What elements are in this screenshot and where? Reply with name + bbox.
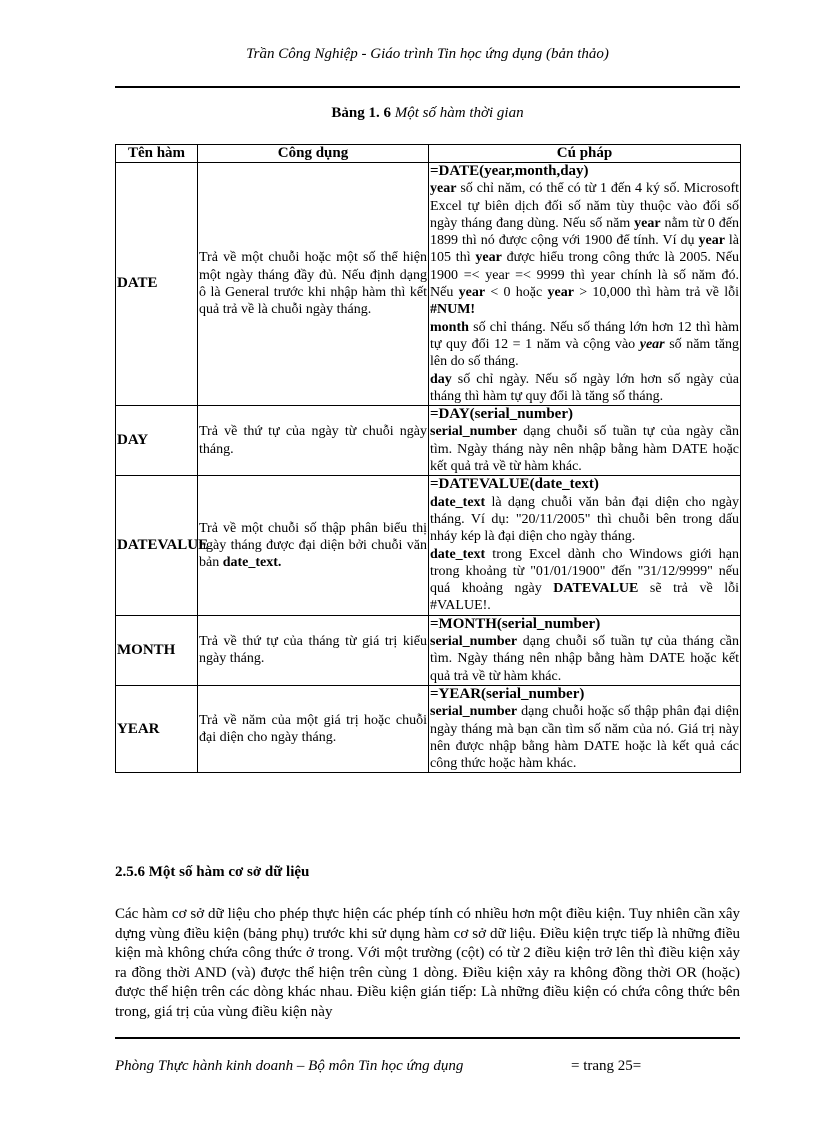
header-syntax: Cú pháp bbox=[429, 145, 741, 163]
body-paragraph: Các hàm cơ sở dữ liệu cho phép thực hiện các phép tính có nhiều hơn một điều kiện. Tuy nhiên cần xây dựng vùng điều kiện (bảng phụ) trước khi sử dụng hàm cơ sở dữ liệu. Điều kiện trực tiếp là những điều kiện mà không chứa công thức ở trong. Với một trường (cột) có từ 2 điều kiện trở lên thì điều kiện xảy ra đồng thời AND (và) được thể hiện trên cùng 1 dòng. Điều kiện xảy ra không đồng thời OR (hoặc) được thể hiện trên các dòng khác nhau. Điều kiện gián tiếp: Là những điều kiện có chứa công thức bên trong, giá trị của vùng điều kiện này bbox=[115, 906, 740, 1020]
page-header: Trần Công Nghiệp - Giáo trình Tin học ứng dụng (bản thảo) bbox=[246, 46, 609, 62]
footer-department: Phòng Thực hành kinh doanh – Bộ môn Tin học ứng dụng bbox=[115, 1058, 464, 1074]
syntax-detail: date_text trong Excel dành cho Windows giới hạn trong khoảng từ "01/01/1900" đến "31/12/9999" nếu quá khoảng ngày DATEVALUE sẽ trả về lỗi #VALUE!. bbox=[430, 546, 739, 614]
syntax-detail-year: year số chỉ năm, có thể có từ 1 đến 4 ký số. Microsoft Excel tự biên dịch đối số năm tùy thuộc vào đối số ngày tháng đang dùng. Nếu số năm year nằm từ 0 đến 1899 thì nó được cộng với 1900 để tính. Ví dụ year là 105 thì year được hiểu trong công thức là 2005. Nếu 1900 =< year =< 9999 thì year chính là số năm đó. Nếu year < 0 hoặc year > 10,000 thì hàm trả về lỗi #NUM! bbox=[430, 181, 740, 318]
syntax-line: =DAY(serial_number) bbox=[430, 406, 573, 423]
function-name: MONTH bbox=[116, 615, 198, 685]
function-usage: Trả về một chuỗi số thập phân biểu thị ngày tháng được đại diện bởi chuỗi văn bản date_text. bbox=[198, 476, 429, 615]
syntax-line: =YEAR(serial_number) bbox=[430, 685, 585, 702]
syntax-detail: serial_number dạng chuỗi hoặc số thập phân đại diện ngày tháng mà bạn cần tìm số năm của nó. Giá trị này nên được nhập bằng hàm DATE hoặc là kết quả các công thức hoặc hàm khác. bbox=[430, 704, 739, 772]
function-syntax bbox=[429, 685, 741, 772]
caption-number: Bảng 1. 6 bbox=[331, 105, 391, 121]
function-syntax bbox=[429, 163, 741, 406]
header-function-name: Tên hàm bbox=[116, 145, 198, 163]
function-syntax bbox=[429, 406, 741, 476]
syntax-line: =MONTH(serial_number) bbox=[430, 615, 601, 632]
function-name: DAY bbox=[116, 406, 198, 476]
function-name: YEAR bbox=[116, 685, 198, 772]
table-header-row bbox=[116, 145, 741, 163]
table-row bbox=[116, 685, 741, 772]
table-row bbox=[116, 615, 741, 685]
function-name: DATE bbox=[116, 163, 198, 406]
syntax-detail: serial_number dạng chuỗi số tuần tự của ngày cần tìm. Ngày tháng này nên nhập bằng hàm DATE hoặc kết quả trả về từ hàm khác. bbox=[430, 424, 739, 475]
syntax-detail-day: day số chỉ ngày. Nếu số ngày lớn hơn số ngày của tháng thì hàm tự quy đổi là tăng số tháng. bbox=[430, 371, 739, 404]
function-usage: Trả về thứ tự của ngày từ chuỗi ngày tháng. bbox=[198, 406, 429, 476]
table-row bbox=[116, 476, 741, 615]
page-footer bbox=[115, 1058, 740, 1075]
syntax-detail: date_text là dạng chuỗi văn bản đại diện cho ngày tháng. Ví dụ: "20/11/2005" thì chuỗi bên trong dấu nháy kép là đại diện cho ngày tháng. bbox=[430, 494, 739, 545]
function-name: DATEVALUE bbox=[116, 476, 198, 615]
function-usage: Trả về một chuỗi hoặc một số thể hiện một ngày tháng đầy đủ. Nếu định dạng ô là General trước khi nhập hàm thì kết quả trả về là chuỗi ngày tháng. bbox=[198, 163, 429, 406]
footer-rule bbox=[115, 1037, 740, 1039]
table-caption bbox=[115, 105, 740, 122]
syntax-detail: serial_number dạng chuỗi số tuần tự của tháng cần tìm. Ngày tháng nên nhập bằng hàm DATE hoặc kết quả trả về từ hàm khác. bbox=[430, 634, 739, 684]
date-functions-table bbox=[115, 144, 741, 773]
page-number: = trang 25= bbox=[571, 1058, 642, 1074]
table-row bbox=[116, 406, 741, 476]
section-heading: 2.5.6 Một số hàm cơ sở dữ liệu bbox=[115, 864, 310, 880]
syntax-line: =DATE(year,month,day) bbox=[430, 163, 589, 179]
function-syntax bbox=[429, 476, 741, 615]
function-syntax bbox=[429, 615, 741, 685]
header-usage: Công dụng bbox=[198, 145, 429, 163]
caption-text: Một số hàm thời gian bbox=[394, 105, 524, 121]
function-usage: Trả về năm của một giá trị hoặc chuỗi đại diện cho ngày tháng. bbox=[198, 685, 429, 772]
syntax-line: =DATEVALUE(date_text) bbox=[430, 476, 599, 493]
header-rule bbox=[115, 86, 740, 88]
table-row bbox=[116, 163, 741, 406]
function-usage: Trả về thứ tự của tháng từ giá trị kiểu ngày tháng. bbox=[198, 615, 429, 685]
syntax-detail-month: month số chỉ tháng. Nếu số tháng lớn hơn 12 thì hàm tự quy đổi 12 = 1 năm và cộng vào year số năm tăng lên do số tháng. bbox=[430, 319, 739, 370]
